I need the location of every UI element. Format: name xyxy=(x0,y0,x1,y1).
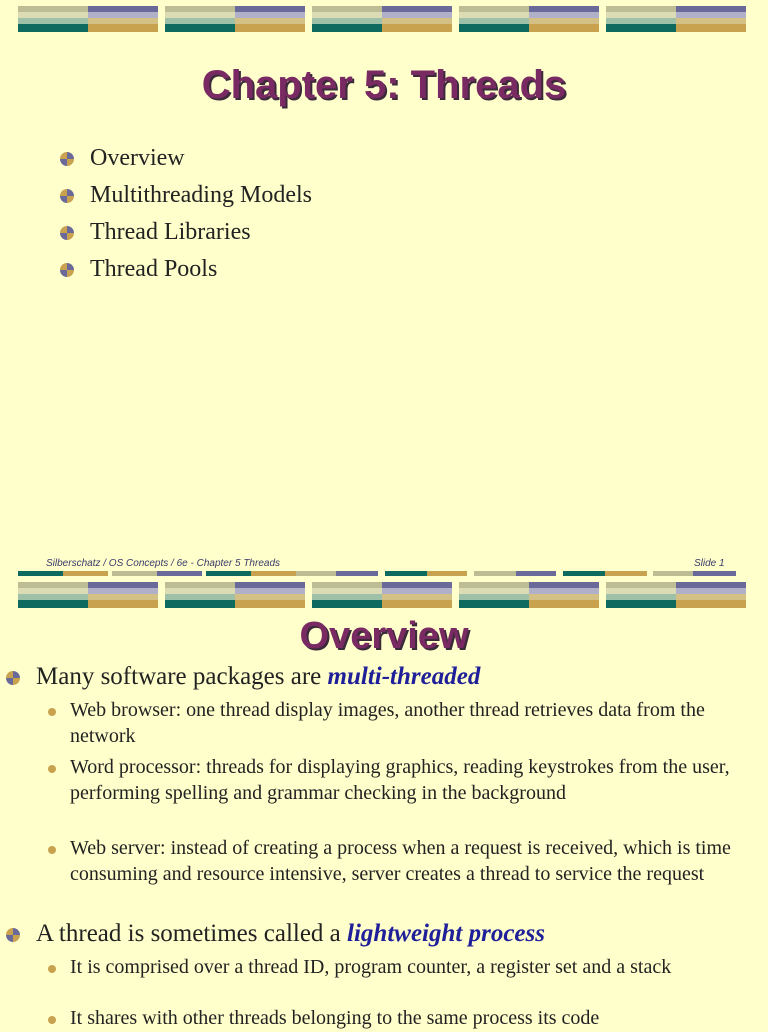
bullet-icon xyxy=(60,189,74,203)
bullet-point: Many software packages are multi-threaded xyxy=(6,662,480,692)
footer-citation: Silberschatz / OS Concepts / 6e - Chapter 5 Threads xyxy=(46,558,280,569)
slide-title: Chapter 5: Threads xyxy=(201,63,567,107)
bullet-icon xyxy=(6,928,20,942)
bullet-dot-icon xyxy=(48,765,56,773)
sub-bullet: It is comprised over a thread ID, program counter, a register set and a stack xyxy=(48,955,760,981)
sub-bullet: Word processor: threads for displaying graphics, reading keystrokes from the user, performing spelling and grammar checking in the background xyxy=(48,755,760,806)
sub-bullet: Web server: instead of creating a process when a request is received, which is time consuming and resource intensive, server creates a thread to service the request xyxy=(48,836,760,887)
slide-number: Slide 1 xyxy=(694,558,725,569)
sub-bullet: It shares with other threads belonging to the same process its code xyxy=(48,1006,760,1032)
bullet-icon xyxy=(60,152,74,166)
bullet-dot-icon xyxy=(48,708,56,716)
bullet-dot-icon xyxy=(48,846,56,854)
bullet-icon xyxy=(60,226,74,240)
header-decoration-bar xyxy=(0,576,768,608)
list-item: Thread Libraries xyxy=(60,216,312,253)
list-item: Overview xyxy=(60,142,312,179)
emphasis-text: lightweight process xyxy=(347,920,545,947)
list-item: Thread Pools xyxy=(60,253,312,290)
emphasis-text: multi-threaded xyxy=(327,663,481,690)
bullet-dot-icon xyxy=(48,965,56,973)
list-item: Multithreading Models xyxy=(60,179,312,216)
bullet-dot-icon xyxy=(48,1016,56,1024)
bullet-icon xyxy=(60,263,74,277)
sub-bullet: Web browser: one thread display images, another thread retrieves data from the network xyxy=(48,698,760,749)
bullet-icon xyxy=(6,671,20,685)
bullet-point: A thread is sometimes called a lightweight process xyxy=(6,919,545,949)
topic-list xyxy=(60,142,312,290)
header-decoration-bar xyxy=(0,0,768,32)
slide-title: Overview xyxy=(299,615,469,657)
